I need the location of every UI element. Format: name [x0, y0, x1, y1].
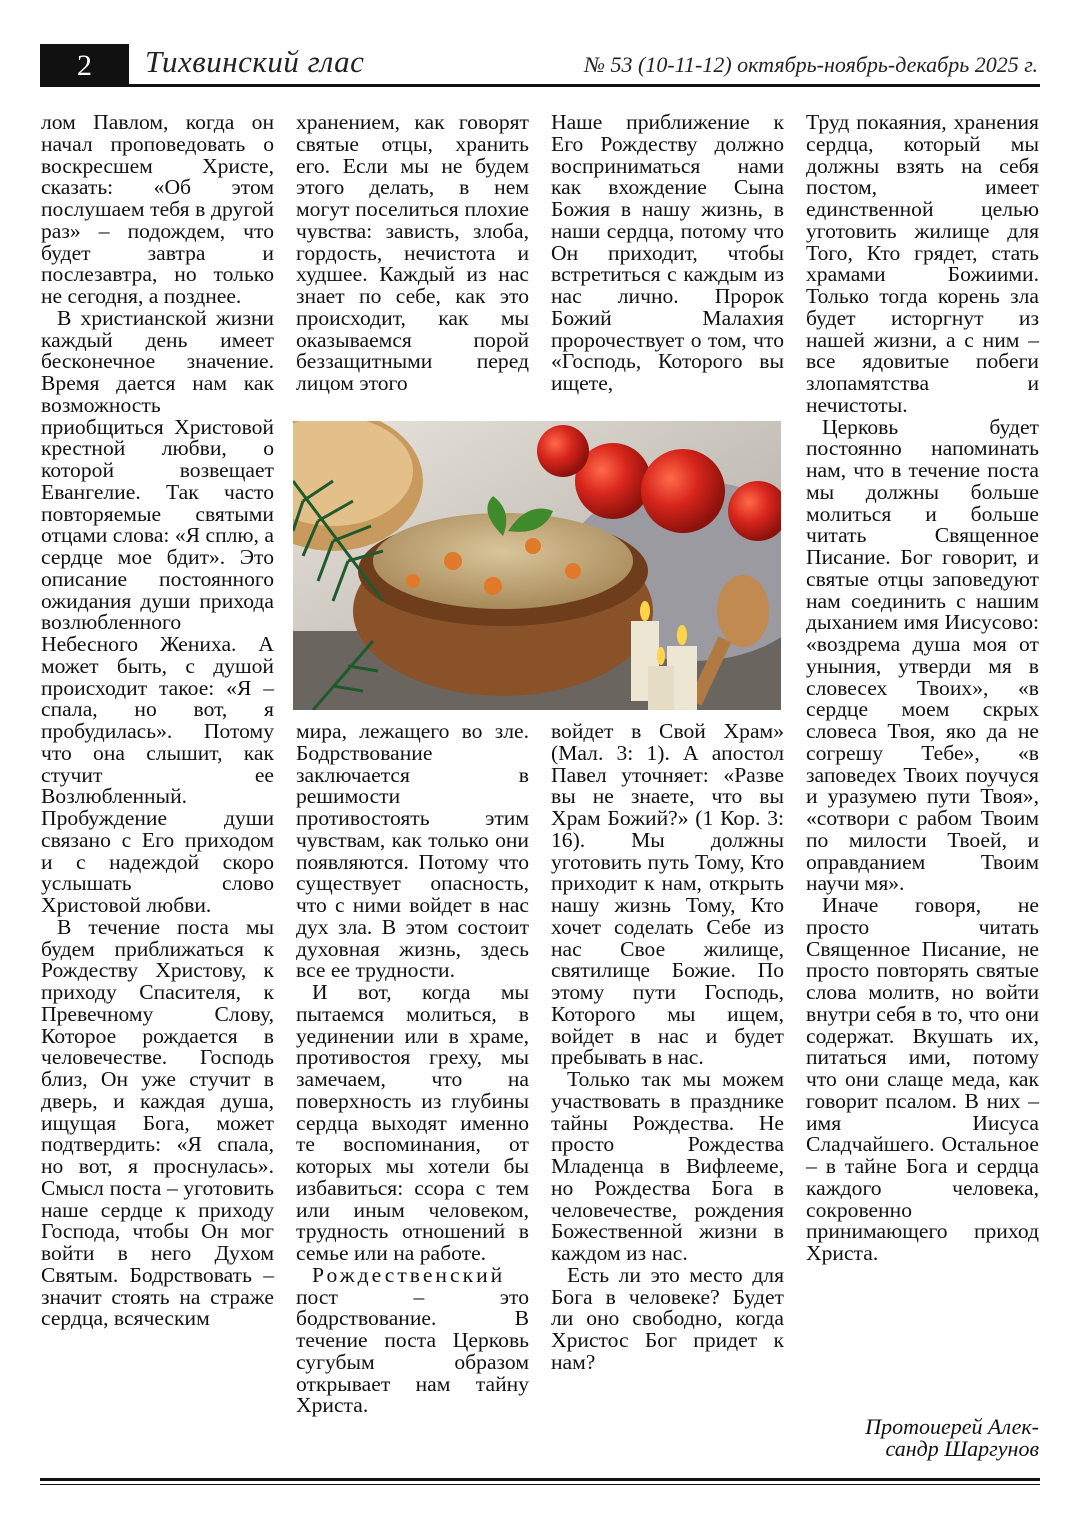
- paragraph: Иначе говоря, не просто читать Священное Писание, не просто повторять святые слова молитв, но войти внутри себя в то, что они содержат. Вкушать их, питаться ими, потому что они слаще меда, как говорит псалом. В них – имя Иисуса Сладчайшего. Остальное – в тайне Бога и сердца каждого человека, сокровенно принимающего приход Христа.: [806, 893, 1039, 1265]
- tomato: [641, 449, 725, 533]
- header-rule: [40, 84, 1040, 87]
- paragraph: [296, 1262, 529, 1418]
- paragraph: лом Павлом, когда он начал проповедовать о воскресшем Христе, сказать: «Об этом послушаем тебя в другой раз» – подождем, что будет завтра и послезавтра, но только не сегодня, а позднее.: [41, 110, 274, 308]
- paragraph-text: пост – это бодрствование. В течение поста Церковь сугубым образом открывает нам тайну Христа.: [296, 1284, 529, 1418]
- paragraph: Есть ли это место для Бога в человеке? Будет ли оно свободно, когда Христос Бог придет к нам?: [551, 1262, 784, 1374]
- paragraph: Только так мы можем участвовать в празднике тайны Рождества. Не просто Рождества Младенца в Вифлееме, но Рождества Бога в человечестве, рождения Божественной жизни в каждом из нас.: [551, 1067, 784, 1265]
- footer-rule: [40, 1478, 1040, 1481]
- footer-rule-thin: [40, 1484, 1040, 1485]
- column-1: [41, 112, 274, 1330]
- tomato: [537, 425, 589, 477]
- newspaper-title: Тихвинский глас: [145, 44, 365, 79]
- paragraph: В течение поста мы будем приближаться к Рождеству Христову, к приходу Спасителя, к Превечному Слову, Которое рождается в человечестве. Господь близ, Он уже стучит в дверь, и каждая душа, ищущая Бога, может подтвердить: «Я спала, но вот, я проснулась». Смысл поста – уготовить наше сердце к приходу Господа, чтобы Он мог войти в него Духом Святым. Бодрствовать – значит стоять на страже сердца, всяческим: [41, 914, 274, 1331]
- column-2-top: [296, 112, 529, 395]
- column-3-bottom: [551, 721, 784, 1374]
- page-number-box: [40, 44, 129, 86]
- paragraph: Труд покаяния, хранения сердца, который мы должны взять на себя постом, имеет единственной целью уготовить жилище для Того, Кто грядет, стать храмами Божиими. Только тогда корень зла будет исторгнут из нашей жизни, а с ним – все ядовитые побеги злопамятства и нечистоты.: [806, 110, 1039, 417]
- page-number: 2: [77, 49, 92, 82]
- signature: [806, 1416, 1039, 1460]
- paragraph: И вот, когда мы пытаемся молиться, в уединении или в храме, противостоя греху, мы замечаем, что на поверхность из глубины сердца выходят именно те воспоминания, от которых мы хотели бы избавиться: ссора с тем или иным человеком, трудность отношений в семье или на работе.: [296, 980, 529, 1265]
- paragraph: хранением, как говорят святые отцы, хранить его. Если мы не будем этого делать, в нем могут поселиться плохие чувства: зависть, злоба, гордость, нечистота и худшее. Каждый из нас знает по себе, как это происходит, как мы оказываемся порой беззащитными перед лицом этого: [296, 110, 529, 395]
- column-2-bottom: [296, 721, 529, 1417]
- signature-line: Протоиерей Алек-: [865, 1414, 1039, 1439]
- paragraph: войдет в Свой Храм» (Мал. 3: 1). А апостол Павел уточняет: «Разве вы не знаете, что вы Храм Божий?» (1 Кор. 3: 16). Мы должны уготовить путь Тому, Кто приходит к нам, открыть нашу жизнь Тому, Кто хочет соделать Себе из нас Свое жилище, святилище Божие. По этому пути Господь, Которого мы ищем, войдет в нас и будет пребывать в нас.: [551, 719, 784, 1070]
- paragraph: В христианской жизни каждый день имеет бесконечное значение. Время дается нам как возможность приобщиться Христовой крестной любви, о которой возвещает Евангелие. Так часто повторяемые святыми отцами слова: «Я сплю, а сердце мое бдит». Это описание постоянного ожидания души прихода возлюбленного Небесного Жениха. А может быть, с душой происходит такое: «Я – спала, но вот, я пробудилась». Потому что она слышит, как стучит ее Возлюбленный. Пробуждение души связано с Его приходом и с надеждой скоро услышать слово Христовой любви.: [41, 305, 274, 917]
- column-3-top: [551, 112, 784, 395]
- paragraph: мира, лежащего во зле. Бодрствование заключается в решимости противостоять этим чувствам, как только они появляются. Потому что существует опасность, что с ними войдет в нас дух зла. В этом состоит духовная жизнь, здесь все ее трудности.: [296, 719, 529, 983]
- signature-line: сандр Шаргунов: [885, 1436, 1039, 1461]
- food-photo: [293, 421, 781, 710]
- paragraph: Церковь будет постоянно напоминать нам, что в течение поста мы должны больше молиться и больше читать Священное Писание. Бог говорит, и святые отцы заповедуют нам соединить с нашим дыханием имя Иисусово: «воздрема душа моя от уныния, утверди мя в словесех Твоих», «в сердце моем скрых словеса Твоя, яко да не согрешу Тебе», «в заповедех Твоих поучуся и уразумею пути Твоя», «сотвори с рабом Твоим по милости Твоей, и оправданием Твоим научи мя».: [806, 414, 1039, 896]
- wooden-spoon: [717, 575, 769, 647]
- paragraph: Наше приближение к Его Рождеству должно восприниматься нами как вхождение Сына Божия в нашу жизнь, в наши сердца, потому что Он приходит, чтобы встретиться с каждым из нас лично. Пророк Божий Малахия пророчествует о том, что «Господь, Которого вы ищете,: [551, 110, 784, 395]
- lead-word: Рождественский: [312, 1262, 506, 1287]
- issue-info: № 53 (10-11-12) октябрь-ноябрь-декабрь 2025 г.: [584, 52, 1038, 77]
- column-4: [806, 112, 1039, 1265]
